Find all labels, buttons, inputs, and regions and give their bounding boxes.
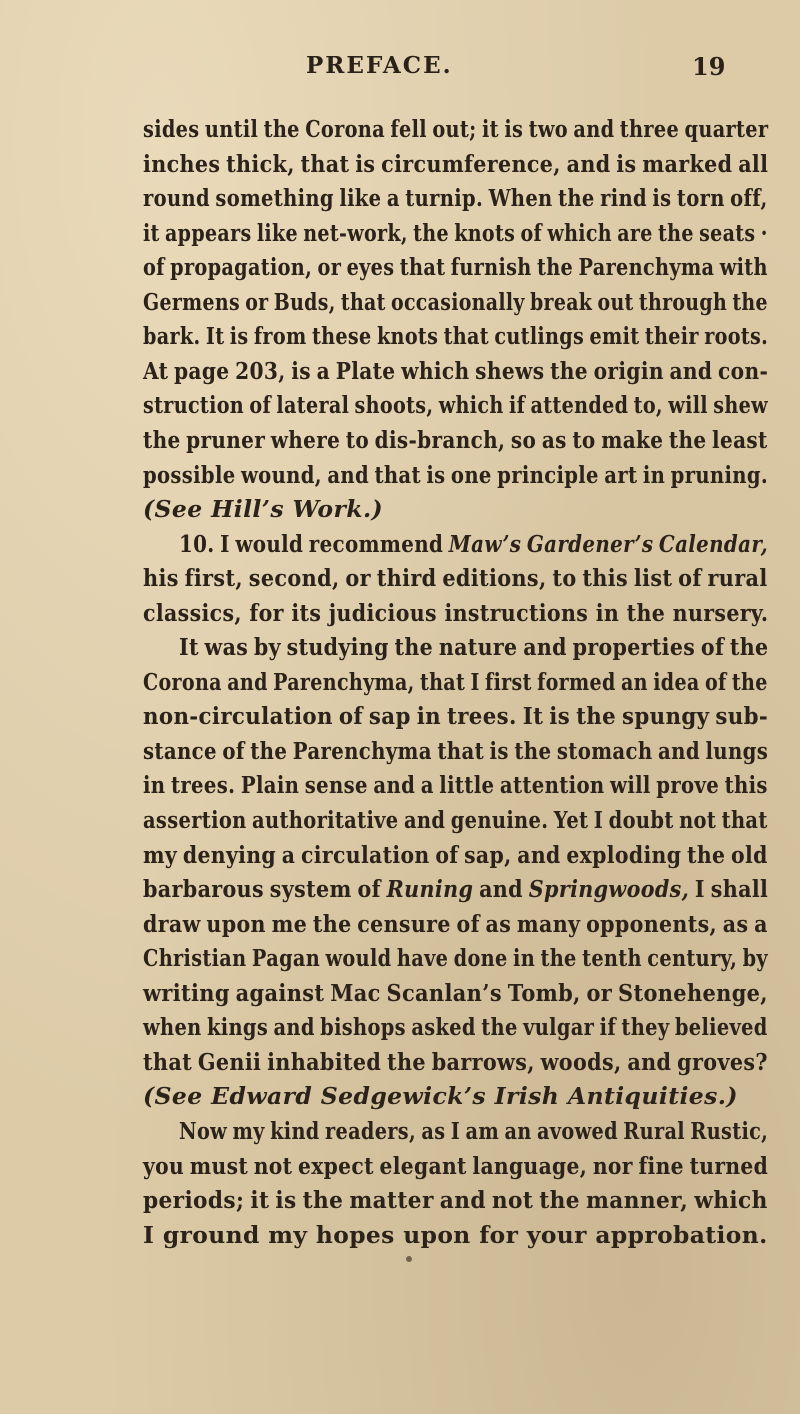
running-title: PREFACE.	[306, 52, 453, 79]
text-line	[143, 872, 768, 906]
text-line	[143, 1045, 768, 1079]
ink-speck	[406, 1256, 412, 1262]
text-line	[143, 388, 768, 422]
text-line	[143, 423, 768, 457]
text-run: in trees. Plain sense and a little attention will prove this	[143, 771, 768, 800]
text-line	[143, 1010, 768, 1044]
text-line	[143, 319, 768, 353]
text-run: stance of the Parenchyma that is the stomach and lungs	[143, 736, 769, 765]
text-run: you must not expect elegant language, nor fine turned	[143, 1151, 769, 1180]
text-run: the pruner where to dis-branch, so as to make the least	[143, 425, 768, 454]
text-run: At page 203, is a Plate which shews the origin and con-	[143, 356, 769, 385]
text-run: and	[473, 875, 529, 904]
text-run: sides until the Corona fell out; it is two and three quarter	[143, 115, 769, 143]
text-run: when kings and bishops asked the vulgar if they believed	[143, 1013, 768, 1042]
text-run: bark. It is from these knots that cutlings emit their roots.	[143, 322, 769, 351]
text-run: my denying a circulation of sap, and exploding the old	[143, 840, 768, 869]
text-line	[179, 527, 768, 561]
text-run: inches thick, that is circumference, and is marked all	[143, 149, 769, 178]
text-line	[179, 1114, 768, 1148]
text-line	[143, 941, 768, 975]
text-line	[143, 803, 768, 837]
text-line	[143, 1183, 768, 1217]
text-line	[143, 699, 768, 733]
text-line	[143, 285, 768, 319]
text-run: barbarous system of	[143, 875, 387, 904]
text-line	[143, 665, 768, 699]
text-run: struction of lateral shoots, which if attended to, will shew	[143, 391, 768, 420]
text-run: periods; it is the matter and not the manner, which	[143, 1186, 768, 1215]
text-run: it appears like net-work, the knots of which are the seats ·	[143, 218, 768, 247]
text-run: I ground my hopes upon for your approbation.	[143, 1220, 768, 1249]
text-line	[143, 838, 768, 872]
text-line	[143, 1218, 768, 1252]
text-run: Germens or Buds, that occasionally break out through the	[143, 287, 768, 316]
text-run: Christian Pagan would have done in the tenth century, by	[143, 944, 768, 973]
text-line	[143, 492, 383, 526]
text-run: his first, second, or third editions, to this list of rural	[143, 564, 768, 593]
text-line	[143, 216, 768, 250]
text-run: 10. I would recommend	[179, 529, 449, 558]
text-run: possible wound, and that is one principle art in pruning.	[143, 460, 769, 489]
text-line	[143, 768, 768, 802]
text-run: I shall	[689, 875, 769, 904]
text-run: classics, for its judicious instructions in the nursery.	[143, 598, 769, 627]
text-line	[143, 596, 768, 630]
text-line	[143, 250, 768, 284]
page-number: 19	[692, 52, 726, 81]
text-line	[143, 1079, 738, 1113]
running-head	[0, 52, 800, 88]
text-line	[143, 181, 768, 215]
text-line	[143, 907, 768, 941]
text-line	[143, 1149, 768, 1183]
text-line	[143, 458, 768, 492]
text-run: It was by studying the nature and properties of the	[179, 633, 769, 662]
text-line	[179, 630, 768, 664]
italic-run: (See Edward Sedgewick’s Irish Antiquities.)	[143, 1082, 738, 1111]
italic-run: (See Hill’s Work.)	[143, 495, 384, 524]
text-run: Now my kind readers, as I am an avowed Rural Rustic,	[179, 1116, 769, 1145]
italic-run: Maw’s Gardener’s Calendar,	[448, 529, 768, 558]
text-run: round something like a turnip. When the rind is torn off,	[143, 184, 768, 213]
text-run: assertion authoritative and genuine. Yet I doubt not that	[143, 806, 768, 834]
text-line	[143, 561, 768, 595]
text-run: of propagation, or eyes that furnish the Parenchyma with	[143, 253, 768, 282]
text-run: that Genii inhabited the barrows, woods, and groves?	[143, 1047, 768, 1076]
text-line	[143, 976, 768, 1010]
text-run: writing against Mac Scanlan’s Tomb, or Stonehenge,	[143, 978, 768, 1007]
text-run: Corona and Parenchyma, that I first formed an idea of the	[143, 667, 768, 696]
text-line	[143, 147, 768, 181]
text-line	[143, 112, 768, 146]
text-line	[143, 354, 768, 388]
italic-run: Springwoods,	[528, 875, 690, 904]
italic-run: Runing	[386, 875, 474, 904]
text-run: non-circulation of sap in trees. It is the spungy sub-	[143, 702, 769, 731]
text-run: draw upon me the censure of as many opponents, as a	[143, 909, 768, 938]
text-line	[143, 734, 768, 768]
